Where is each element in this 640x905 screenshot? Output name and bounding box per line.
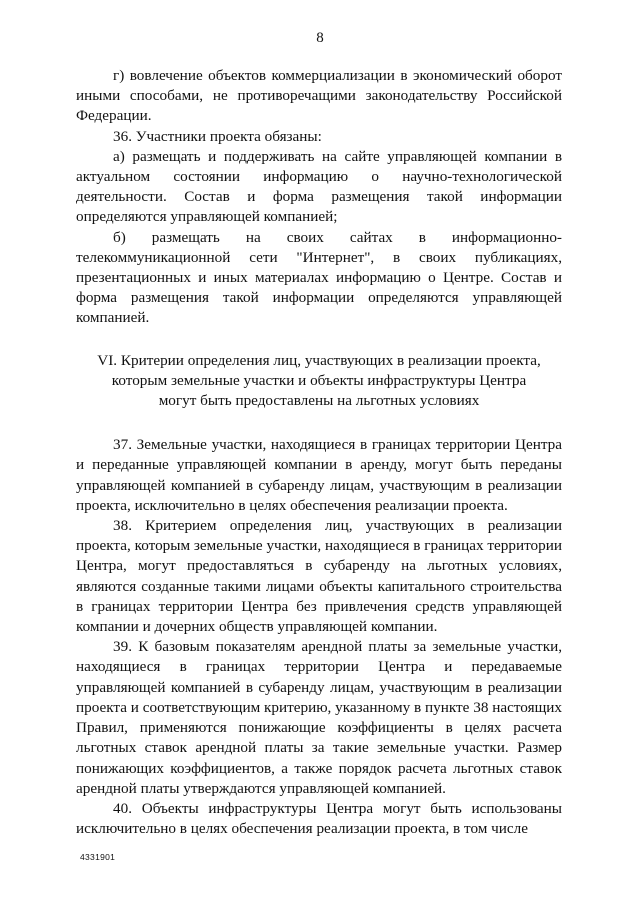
paragraph-36-a: а) размещать и поддерживать на сайте управляющей компании в актуальном состоянии информацию о научно-технологической деятельности. Состав и форма размещения такой информации определяются управляющей компанией;: [76, 147, 562, 226]
paragraph-40: 40. Объекты инфраструктуры Центра могут быть использованы исключительно в целях обеспечения реализации проекта, в том числе: [76, 799, 562, 838]
section-heading-line: могут быть предоставлены на льготных условиях: [158, 392, 480, 410]
paragraph-g: г) вовлечение объектов коммерциализации в экономический оборот иными способами, не противоречащими законодательству Российской Федерации.: [76, 67, 562, 125]
page-number: 8: [316, 30, 324, 46]
paragraph-38: 38. Критерием определения лиц, участвующих в реализации проекта, которым земельные участки, находящиеся в границах территории Центра, могут предоставляться в субаренду на льготных условиях, являются созданные такими лицами объекты капитального строительства в границах территории Центра без привлечения средств управляющей компании и дочерних обществ управляющей компании.: [76, 517, 562, 636]
paragraph-36: 36. Участники проекта обязаны:: [113, 127, 322, 145]
section-heading-line: VI. Критерии определения лиц, участвующих в реализации проекта,: [97, 351, 541, 369]
paragraph-37: 37. Земельные участки, находящиеся в границах территории Центра и переданные управляющей компании в аренду, могут быть переданы управляющей компанией в субаренду лицам, участвующим в реализации проекта, исключительно в целях обеспечения реализации проекта.: [76, 436, 562, 514]
document-body: [76, 66, 562, 839]
document-code: 4331901: [80, 852, 116, 862]
paragraph-36-b: б) размещать на своих сайтах в информационно-телекоммуникационной сети "Интернет", в своих публикациях, презентационных и иных материалах информацию о Центре. Состав и форма размещения такой информации определяются управляющей компанией.: [76, 228, 562, 327]
section-heading: [76, 351, 562, 412]
section-heading-line: которым земельные участки и объекты инфраструктуры Центра: [111, 371, 527, 389]
paragraph-39: 39. К базовым показателям арендной платы за земельные участки, находящиеся в границах территории Центра и передаваемые управляющей компанией в субаренду лицам, участвующим в реализации проекта и соответствующим критерию, указанному в пункте 38 настоящих Правил, применяются понижающие коэффициенты в целях расчета льготных ставок арендной платы за такие земельные участки. Размер понижающих коэффициентов, а также порядок расчета льготных ставок арендной платы утверждаются управляющей компанией.: [76, 638, 562, 797]
